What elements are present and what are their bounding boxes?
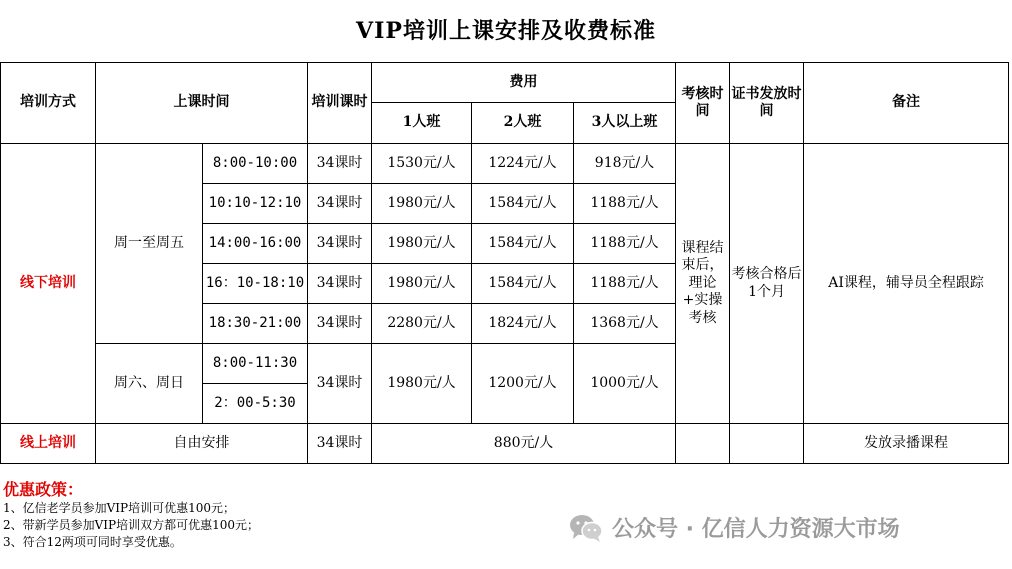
- price-3: 1188元/人: [574, 184, 676, 224]
- offline-label: 线下培训: [1, 144, 96, 424]
- fee-table: [0, 62, 1009, 464]
- time-slot: 2：00-5:30: [203, 384, 308, 424]
- wechat-icon: [568, 513, 604, 543]
- page-title: VIP培训上课安排及收费标准: [356, 18, 656, 44]
- exam-time: 课程结束后，理论+实操考核: [676, 144, 730, 424]
- price-1: 1980元/人: [372, 224, 472, 264]
- price-1: 2280元/人: [372, 304, 472, 344]
- price-1: 1980元/人: [372, 344, 472, 424]
- price-3: 1188元/人: [574, 264, 676, 304]
- time-slot: 16：10-18:10: [203, 264, 308, 304]
- policy-item: 2、带新学员参加VIP培训双方都可优惠100元；: [3, 518, 260, 532]
- time-slot: 8:00-10:00: [203, 144, 308, 184]
- watermark-text: 公众号 · 亿信人力资源大市场: [612, 517, 900, 542]
- table-row: [1, 144, 1009, 184]
- policy-item: 3、符合12两项可同时享受优惠。: [3, 535, 182, 549]
- header-note: 备注: [804, 63, 1009, 144]
- price-1: 1530元/人: [372, 144, 472, 184]
- policy-title: 优惠政策：: [3, 480, 84, 499]
- time-slot: 18:30-21:00: [203, 304, 308, 344]
- price-3: 1188元/人: [574, 224, 676, 264]
- table-row: [1, 424, 1009, 464]
- price-3: 918元/人: [574, 144, 676, 184]
- policy-item: 1、亿信老学员参加VIP培训可优惠100元；: [3, 501, 236, 515]
- hours-cell: 34课时: [308, 184, 372, 224]
- online-exam-empty: [676, 424, 730, 464]
- price-2: 1200元/人: [472, 344, 574, 424]
- price-2: 1824元/人: [472, 304, 574, 344]
- header-mode: 培训方式: [1, 63, 96, 144]
- online-price: 880元/人: [372, 424, 676, 464]
- header-fee-2: 2人班: [472, 103, 574, 144]
- online-note: 发放录播课程: [804, 424, 1009, 464]
- hours-cell: 34课时: [308, 304, 372, 344]
- price-3: 1000元/人: [574, 344, 676, 424]
- price-2: 1584元/人: [472, 264, 574, 304]
- price-2: 1584元/人: [472, 184, 574, 224]
- price-1: 1980元/人: [372, 264, 472, 304]
- header-time: 上课时间: [96, 63, 308, 144]
- header-fee-3: 3人以上班: [574, 103, 676, 144]
- header-cert: 证书发放时间: [730, 63, 804, 144]
- header-hours: 培训课时: [308, 63, 372, 144]
- header-fee-1: 1人班: [372, 103, 472, 144]
- weekday-label: 周一至周五: [96, 144, 203, 344]
- offline-note: AI课程，辅导员全程跟踪: [804, 144, 1009, 424]
- time-slot: 8:00-11:30: [203, 344, 308, 384]
- hours-cell: 34课时: [308, 224, 372, 264]
- hours-cell: 34课时: [308, 264, 372, 304]
- header-exam: 考核时间: [676, 63, 730, 144]
- price-2: 1224元/人: [472, 144, 574, 184]
- weekend-label: 周六、周日: [96, 344, 203, 424]
- cert-time: 考核合格后1个月: [730, 144, 804, 424]
- time-slot: 14:00-16:00: [203, 224, 308, 264]
- online-time: 自由安排: [96, 424, 308, 464]
- hours-cell: 34课时: [308, 344, 372, 424]
- online-label: 线上培训: [1, 424, 96, 464]
- price-3: 1368元/人: [574, 304, 676, 344]
- hours-cell: 34课时: [308, 144, 372, 184]
- header-fee: 费用: [372, 63, 676, 103]
- hours-cell: 34课时: [308, 424, 372, 464]
- time-slot: 10:10-12:10: [203, 184, 308, 224]
- online-cert-empty: [730, 424, 804, 464]
- price-2: 1584元/人: [472, 224, 574, 264]
- discount-policy: [3, 480, 259, 551]
- price-1: 1980元/人: [372, 184, 472, 224]
- watermark: [568, 512, 900, 543]
